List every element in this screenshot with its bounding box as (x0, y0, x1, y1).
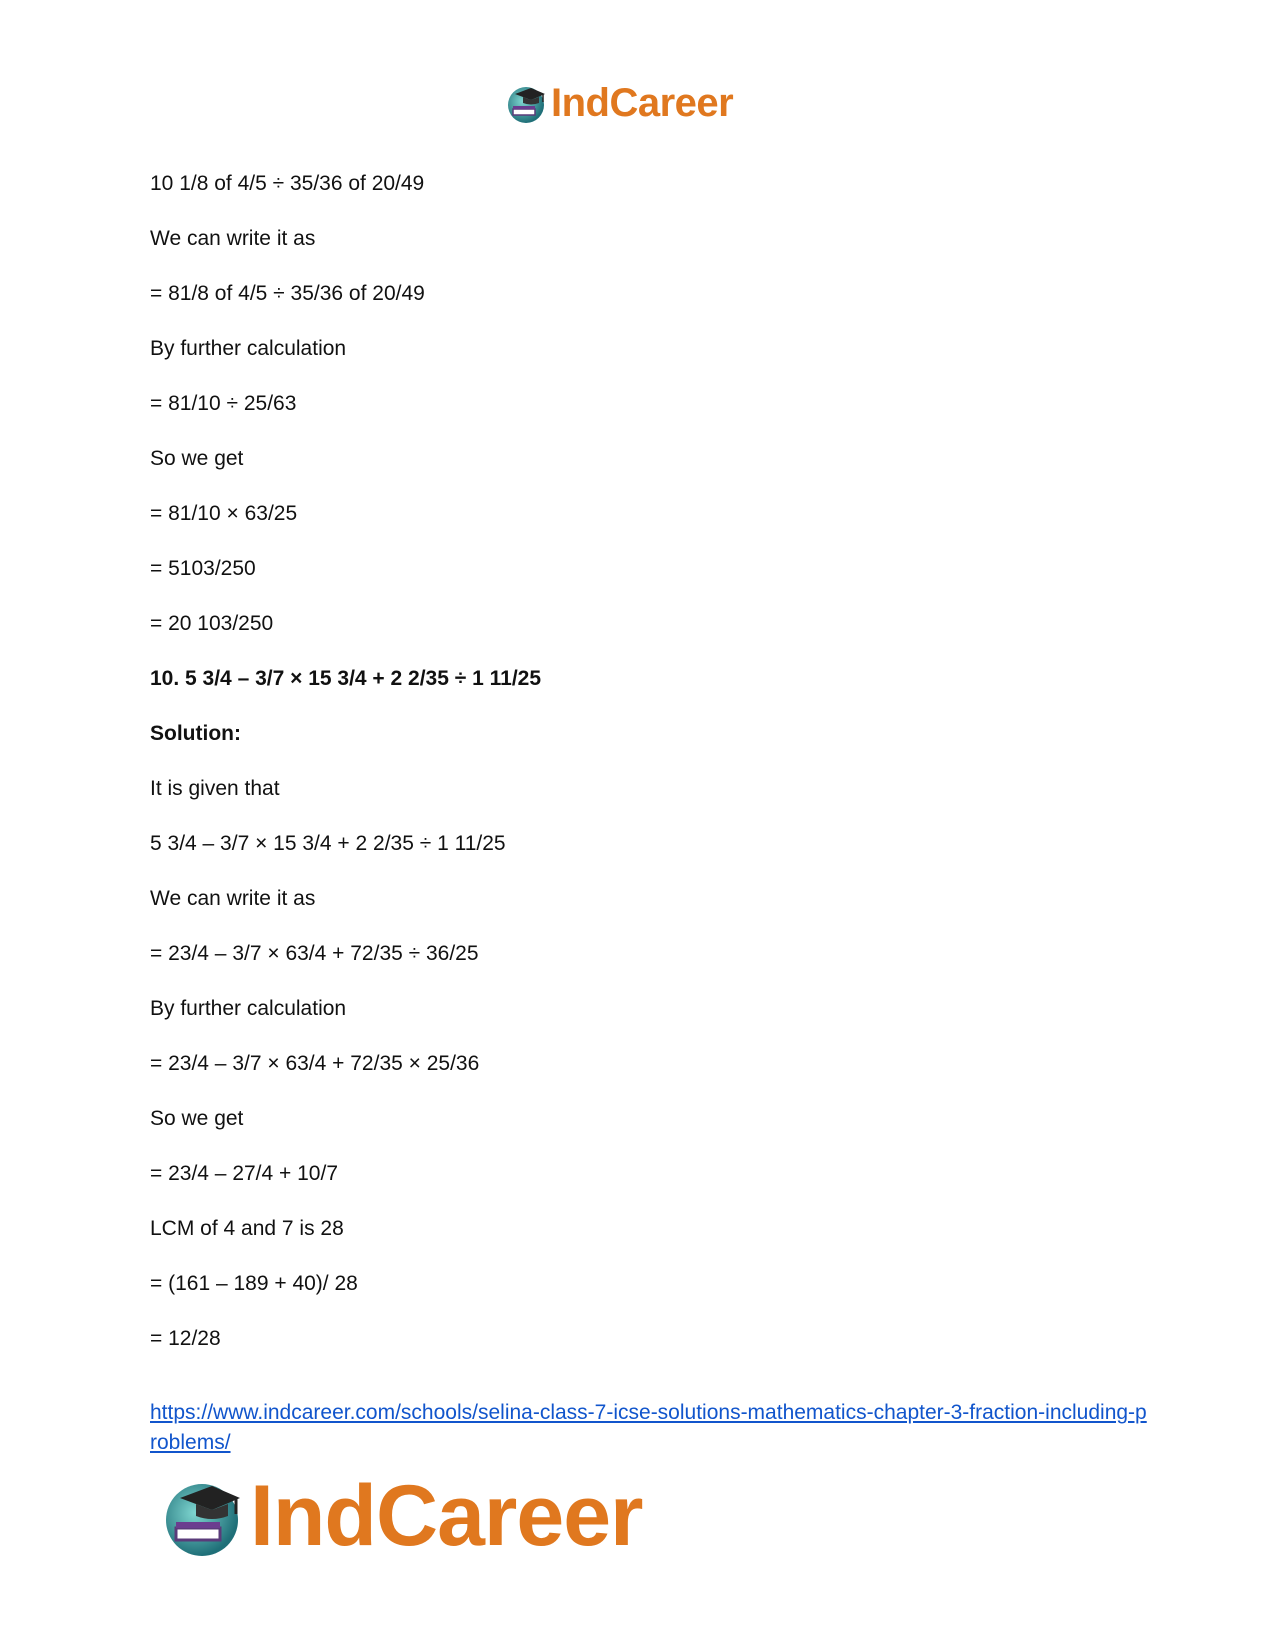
solution-content (150, 172, 1150, 1382)
solution-line: We can write it as (150, 887, 316, 910)
header-logo (505, 80, 733, 126)
footer-logo (160, 1468, 643, 1564)
graduation-cap-globe-icon (160, 1474, 244, 1558)
solution-line: We can write it as (150, 227, 316, 250)
solution-line: = 5103/250 (150, 557, 256, 580)
solution-line: = 23/4 – 3/7 × 63/4 + 72/35 × 25/36 (150, 1052, 480, 1075)
graduation-cap-globe-icon (505, 82, 547, 124)
solution-line: = 20 103/250 (150, 612, 274, 635)
solution-line: = 23/4 – 27/4 + 10/7 (150, 1162, 338, 1185)
solution-line: 10 1/8 of 4/5 ÷ 35/36 of 20/49 (150, 172, 425, 195)
solution-line: By further calculation (150, 997, 347, 1020)
header-logo-text: IndCareer (551, 81, 734, 125)
solution-line: = 81/8 of 4/5 ÷ 35/36 of 20/49 (150, 282, 425, 305)
solution-line: = 23/4 – 3/7 × 63/4 + 72/35 ÷ 36/25 (150, 942, 479, 965)
solution-line: = 81/10 × 63/25 (150, 502, 298, 525)
solution-line: = (161 – 189 + 40)/ 28 (150, 1272, 358, 1295)
question-heading-line: 10. 5 3/4 – 3/7 × 15 3/4 + 2 2/35 ÷ 1 11/25 (150, 667, 542, 690)
solution-line: = 81/10 ÷ 25/63 (150, 392, 297, 415)
source-link[interactable]: https://www.indcareer.com/schools/selina-class-7-icse-solutions-mathematics-chapter-3-fraction-including-problems/ (150, 1401, 1147, 1454)
solution-line: It is given that (150, 777, 280, 800)
solution-line: So we get (150, 447, 244, 470)
question-heading-line: Solution: (150, 722, 241, 745)
solution-line: So we get (150, 1107, 244, 1130)
solution-line: LCM of 4 and 7 is 28 (150, 1217, 344, 1240)
solution-line: By further calculation (150, 337, 347, 360)
solution-line: = 12/28 (150, 1327, 221, 1350)
footer-logo-text: IndCareer (250, 1468, 643, 1564)
solution-line: 5 3/4 – 3/7 × 15 3/4 + 2 2/35 ÷ 1 11/25 (150, 832, 506, 855)
